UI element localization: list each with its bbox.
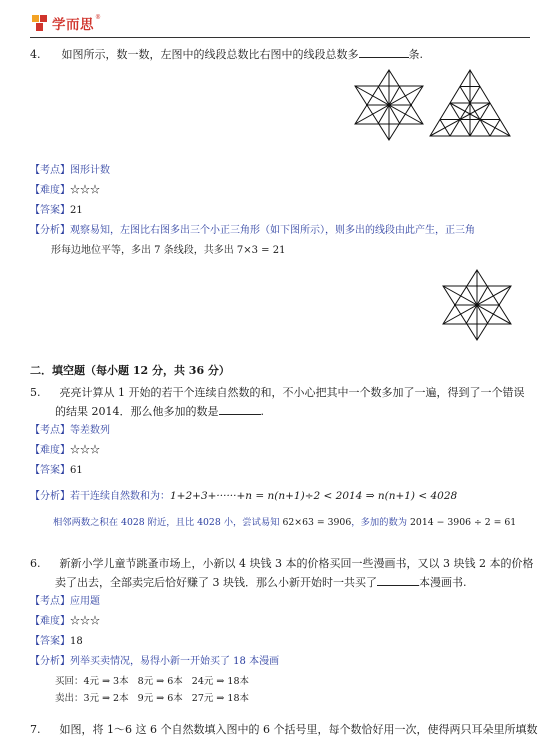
logo-text: 学而思 xyxy=(52,17,94,33)
q6-sell-label: 卖出： xyxy=(55,693,84,704)
q5-text-2-end: . xyxy=(260,405,264,418)
q6-text-2: 卖了出去，全部卖完后恰好赚了 3 块钱．那么小新开始时一共买了 xyxy=(55,576,377,589)
q6-stem-line-1 xyxy=(30,555,533,572)
q4-fenxi-row xyxy=(30,223,475,239)
q5-fenxi-line-2 xyxy=(53,515,516,531)
q5-stem-line-1 xyxy=(30,384,525,401)
q6-nandu-label: 【难度】 xyxy=(30,616,70,627)
q4-daan-row xyxy=(30,203,83,219)
q6-buy-values: 4元 ⇒ 3本 8元 ⇒ 6本 24元 ⇒ 18本 xyxy=(83,676,249,687)
q4-kaodian-label: 【考点】 xyxy=(30,165,70,176)
brand-logo xyxy=(30,12,101,34)
q6-fenxi-row xyxy=(30,654,279,670)
q4-fenxi-line-2: 形每边地位平等，多出 7 条线段，共多出 7×3 = 21 xyxy=(51,245,286,256)
q4-text-end: 条. xyxy=(408,48,423,61)
q5-fenxi-2d: 2014 − 3906 ÷ 2 = 61 xyxy=(410,517,517,528)
q5-kaodian-row xyxy=(30,423,110,439)
logo-mark-icon xyxy=(30,13,50,33)
q5-daan-value: 61 xyxy=(70,465,83,476)
q4-stem xyxy=(30,46,423,63)
q6-daan-row xyxy=(30,634,83,650)
q5-kaodian-label: 【考点】 xyxy=(30,425,70,436)
q4-text: 如图所示，数一数，左图中的线段总数比右图中的线段总数多 xyxy=(61,48,359,61)
q6-fenxi-text: 列举买卖情况，易得小新一开始买了 18 本漫画 xyxy=(70,656,280,667)
q6-daan-value: 18 xyxy=(70,636,83,647)
q5-nandu-stars: ☆☆☆ xyxy=(70,445,100,456)
logo-registered-mark: ® xyxy=(95,13,101,21)
q6-kaodian-label: 【考点】 xyxy=(30,596,70,607)
q6-text-2-end: 本漫画书. xyxy=(419,576,467,589)
q4-left-figure xyxy=(352,68,426,142)
q6-kaodian-value: 应用题 xyxy=(70,596,100,607)
q7-stem-line-1 xyxy=(30,721,537,738)
q6-answer-blank xyxy=(377,574,419,586)
q4-number: 4. xyxy=(30,48,41,61)
q6-fenxi-label: 【分析】 xyxy=(30,656,70,667)
q5-kaodian-value: 等差数列 xyxy=(70,425,110,436)
q6-number: 6. xyxy=(30,557,41,570)
q5-number: 5. xyxy=(30,386,41,399)
q4-daan-label: 【答案】 xyxy=(30,205,70,216)
q4-nandu-stars: ☆☆☆ xyxy=(70,185,100,196)
q4-fenxi-line-1: 观察易知，左图比右图多出三个小正三角形（如下图所示），则多出的线段由此产生，正三角 xyxy=(70,225,475,236)
q5-text-1: 亮亮计算从 1 开始的若干个连续自然数的和，不小心把其中一个数多加了一遍，得到了一个错误 xyxy=(59,386,525,399)
q4-daan-value: 21 xyxy=(70,205,83,216)
q6-sell-values: 3元 ⇒ 2本 9元 ⇒ 6本 27元 ⇒ 18本 xyxy=(83,693,249,704)
q4-nandu-row xyxy=(30,183,100,199)
q5-fenxi-formula: 1+2+3+······+n = n(n+1)÷2 < 2014 ⇒ n(n+1) < 4028 xyxy=(170,490,458,502)
q6-buy-label: 买回： xyxy=(55,676,84,687)
q6-nandu-row xyxy=(30,614,100,630)
q5-text-2: 的结果 2014．那么他多加的数是 xyxy=(55,405,219,418)
q4-right-figure xyxy=(428,68,512,138)
q6-nandu-stars: ☆☆☆ xyxy=(70,616,100,627)
q4-nandu-label: 【难度】 xyxy=(30,185,70,196)
q6-daan-label: 【答案】 xyxy=(30,636,70,647)
q5-nandu-label: 【难度】 xyxy=(30,445,70,456)
q6-buy-row xyxy=(55,674,249,690)
q6-text-1: 新新小学儿童节跳蚤市场上，小新以 4 块钱 3 本的价格买回一些漫画书，又以 3 块钱 2 本的价格 xyxy=(59,557,534,570)
q4-answer-blank xyxy=(359,46,409,58)
q5-stem-line-2 xyxy=(55,403,264,420)
q5-answer-blank xyxy=(219,403,261,415)
q5-fenxi-2a: 相邻两数之积在 4028 附近，且比 4028 小，尝试易知 xyxy=(53,517,283,528)
q7-number: 7. xyxy=(30,723,41,736)
q4-fenxi-label: 【分析】 xyxy=(30,225,70,236)
q6-stem-line-2 xyxy=(55,574,467,591)
q6-sell-row xyxy=(55,691,249,707)
q5-fenxi-text: 若干连续自然数和为： xyxy=(70,491,170,502)
q5-fenxi-row xyxy=(30,488,457,505)
q6-kaodian-row xyxy=(30,594,100,610)
q5-daan-label: 【答案】 xyxy=(30,465,70,476)
q4-explanation-figure xyxy=(440,268,514,342)
q7-text-1: 如图，将 1～6 这 6 个自然数填入图中的 6 个括号里，每个数恰好用一次，使得两只耳朵里所填数 xyxy=(59,723,538,736)
section-2-title: 二．填空题（每小题 12 分，共 36 分） xyxy=(30,364,230,377)
q4-kaodian-row xyxy=(30,163,110,179)
q5-nandu-row xyxy=(30,443,100,459)
q5-fenxi-2b: 62×63 = 3906 xyxy=(282,517,352,528)
q5-daan-row xyxy=(30,463,83,479)
q5-fenxi-2c: ，多加的数为 xyxy=(351,517,411,528)
header-divider xyxy=(30,37,530,38)
q5-fenxi-label: 【分析】 xyxy=(30,491,70,502)
q4-kaodian-value: 图形计数 xyxy=(70,165,110,176)
